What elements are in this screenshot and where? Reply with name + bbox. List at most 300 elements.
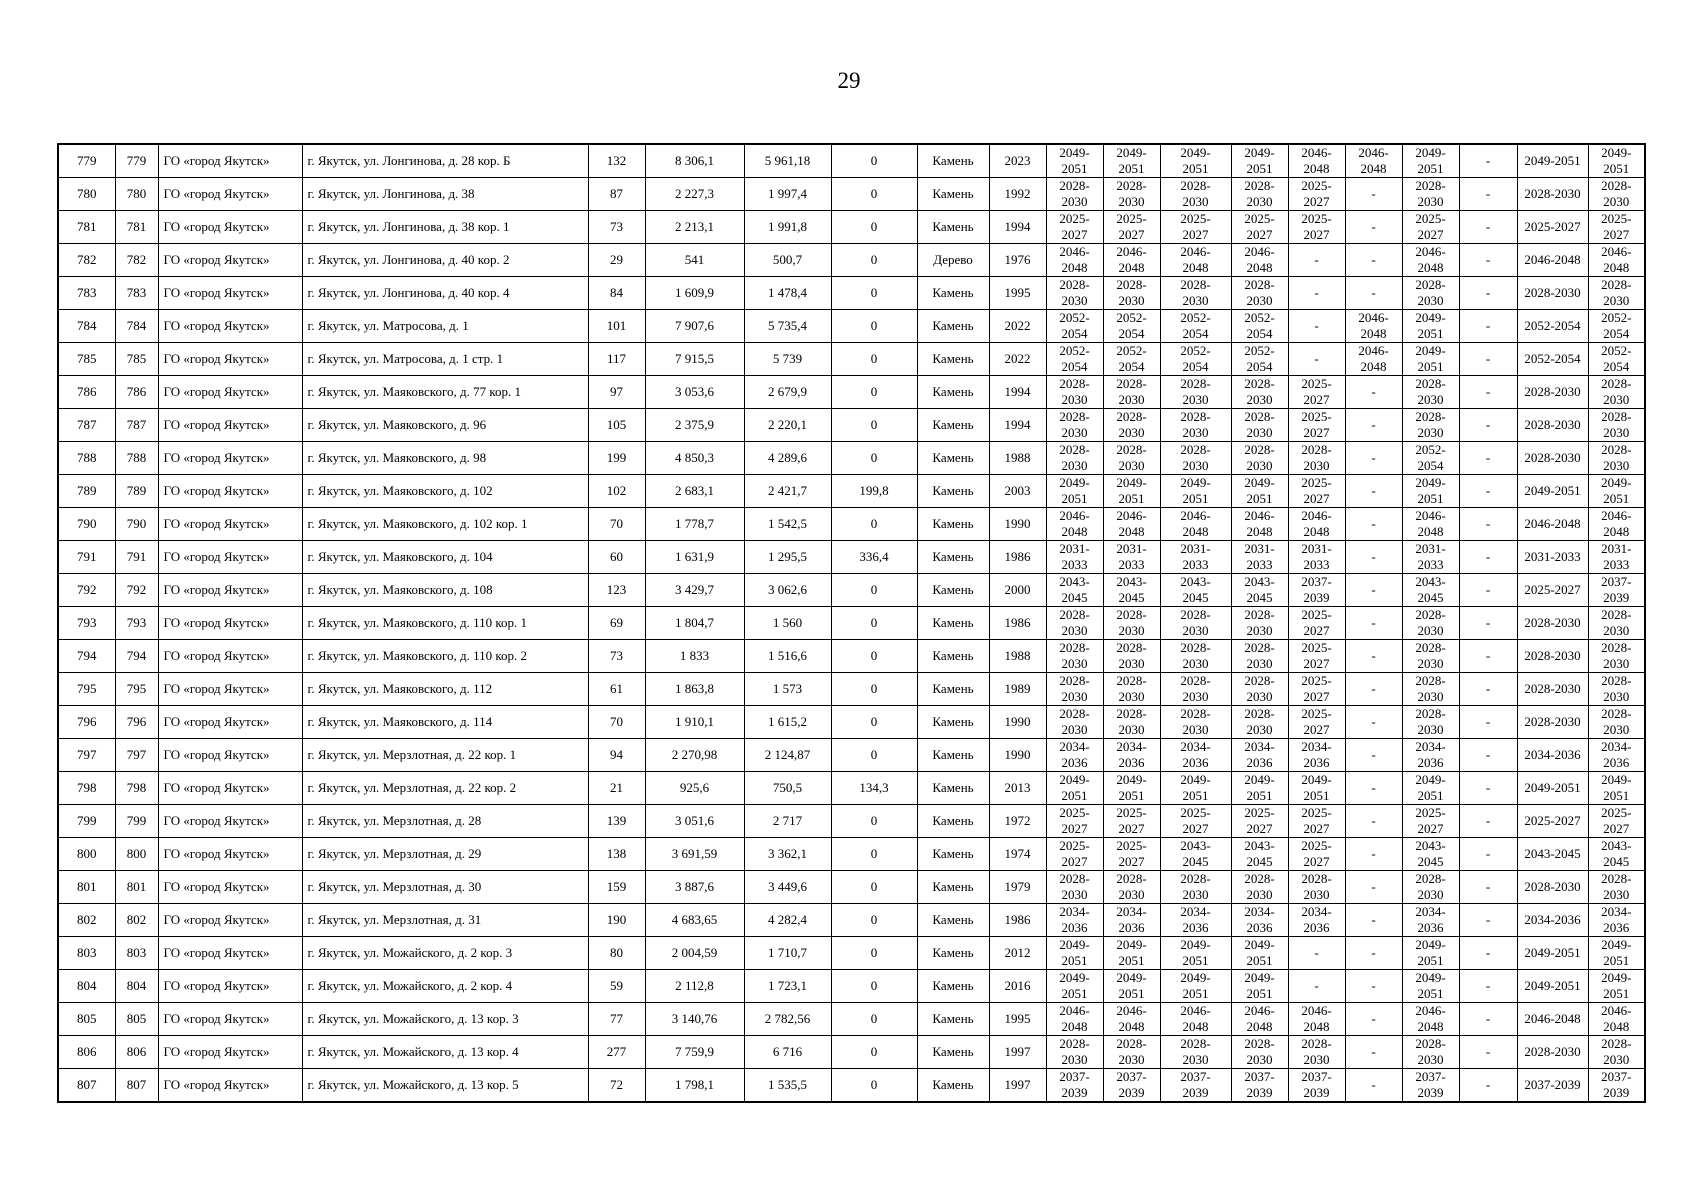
total-area-cell: 7 915,5 xyxy=(645,343,744,376)
nonresidential-area-cell: 336,4 xyxy=(831,541,917,574)
repair-period-cell: 2052- 2054 xyxy=(1160,343,1231,376)
repair-period-cell: - xyxy=(1459,343,1517,376)
repair-period-cell: 2052-2054 xyxy=(1517,310,1588,343)
wall-material-cell: Камень xyxy=(917,409,989,442)
commission-year-cell: 1988 xyxy=(989,640,1046,673)
repair-period-cell: 2028- 2030 xyxy=(1160,1036,1231,1069)
repair-period-cell: 2052- 2054 xyxy=(1103,310,1160,343)
commission-year-cell: 2016 xyxy=(989,970,1046,1003)
repair-period-cell: 2028- 2030 xyxy=(1103,277,1160,310)
repair-period-cell: 2028- 2030 xyxy=(1046,376,1103,409)
repair-period-cell: 2025- 2027 xyxy=(1160,211,1231,244)
wall-material-cell: Камень xyxy=(917,1036,989,1069)
repair-period-cell: - xyxy=(1345,640,1402,673)
repair-period-cell: 2049- 2051 xyxy=(1588,772,1645,805)
repair-period-cell: 2049- 2051 xyxy=(1402,937,1459,970)
address-cell: г. Якутск, ул. Можайского, д. 2 кор. 3 xyxy=(302,937,588,970)
repair-period-cell: - xyxy=(1459,970,1517,1003)
repair-period-cell: 2028- 2030 xyxy=(1402,1036,1459,1069)
table-row xyxy=(58,706,1645,739)
wall-material-cell: Камень xyxy=(917,607,989,640)
building-number-cell: 783 xyxy=(115,277,158,310)
repair-period-cell: 2037- 2039 xyxy=(1046,1069,1103,1103)
nonresidential-area-cell: 134,3 xyxy=(831,772,917,805)
repair-period-cell: 2034- 2036 xyxy=(1588,904,1645,937)
municipality-cell: ГО «город Якутск» xyxy=(158,178,302,211)
living-area-cell: 6 716 xyxy=(744,1036,831,1069)
residents-cell: 29 xyxy=(588,244,645,277)
residents-cell: 101 xyxy=(588,310,645,343)
repair-period-cell: - xyxy=(1459,1069,1517,1103)
total-area-cell: 1 804,7 xyxy=(645,607,744,640)
repair-period-cell: 2046- 2048 xyxy=(1345,343,1402,376)
nonresidential-area-cell: 0 xyxy=(831,970,917,1003)
building-number-cell: 781 xyxy=(115,211,158,244)
address-cell: г. Якутск, ул. Мерзлотная, д. 22 кор. 1 xyxy=(302,739,588,772)
nonresidential-area-cell: 0 xyxy=(831,1003,917,1036)
repair-period-cell: 2037- 2039 xyxy=(1288,1069,1345,1103)
repair-period-cell: 2028- 2030 xyxy=(1402,673,1459,706)
total-area-cell: 1 910,1 xyxy=(645,706,744,739)
repair-period-cell: 2028-2030 xyxy=(1517,277,1588,310)
repair-period-cell: 2028- 2030 xyxy=(1046,706,1103,739)
repair-period-cell: 2034- 2036 xyxy=(1402,739,1459,772)
total-area-cell: 2 227,3 xyxy=(645,178,744,211)
repair-period-cell: 2025- 2027 xyxy=(1103,838,1160,871)
living-area-cell: 4 289,6 xyxy=(744,442,831,475)
repair-period-cell: 2031- 2033 xyxy=(1588,541,1645,574)
repair-period-cell: 2049- 2051 xyxy=(1046,772,1103,805)
table-row xyxy=(58,970,1645,1003)
row-number-cell: 805 xyxy=(58,1003,115,1036)
repair-period-cell: 2028- 2030 xyxy=(1160,409,1231,442)
living-area-cell: 5 735,4 xyxy=(744,310,831,343)
repair-period-cell: 2028- 2030 xyxy=(1160,871,1231,904)
repair-period-cell: - xyxy=(1459,904,1517,937)
repair-period-cell: 2031-2033 xyxy=(1517,541,1588,574)
repair-period-cell: - xyxy=(1345,211,1402,244)
repair-period-cell: - xyxy=(1459,1036,1517,1069)
table-row xyxy=(58,739,1645,772)
total-area-cell: 2 270,98 xyxy=(645,739,744,772)
repair-period-cell: - xyxy=(1345,1069,1402,1103)
building-number-cell: 794 xyxy=(115,640,158,673)
repair-period-cell: 2034- 2036 xyxy=(1046,904,1103,937)
total-area-cell: 2 375,9 xyxy=(645,409,744,442)
repair-period-cell: 2049-2051 xyxy=(1517,970,1588,1003)
building-number-cell: 799 xyxy=(115,805,158,838)
repair-period-cell: 2043- 2045 xyxy=(1402,838,1459,871)
wall-material-cell: Камень xyxy=(917,904,989,937)
repair-period-cell: - xyxy=(1459,409,1517,442)
repair-period-cell: 2025- 2027 xyxy=(1288,640,1345,673)
address-cell: г. Якутск, ул. Мерзлотная, д. 30 xyxy=(302,871,588,904)
residents-cell: 117 xyxy=(588,343,645,376)
repair-period-cell: 2052- 2054 xyxy=(1046,343,1103,376)
repair-period-cell: 2028- 2030 xyxy=(1588,706,1645,739)
living-area-cell: 1 991,8 xyxy=(744,211,831,244)
total-area-cell: 3 053,6 xyxy=(645,376,744,409)
repair-period-cell: 2028- 2030 xyxy=(1231,871,1288,904)
row-number-cell: 783 xyxy=(58,277,115,310)
repair-period-cell: 2028- 2030 xyxy=(1231,673,1288,706)
building-number-cell: 795 xyxy=(115,673,158,706)
address-cell: г. Якутск, ул. Маяковского, д. 96 xyxy=(302,409,588,442)
municipality-cell: ГО «город Якутск» xyxy=(158,376,302,409)
commission-year-cell: 2000 xyxy=(989,574,1046,607)
nonresidential-area-cell: 0 xyxy=(831,244,917,277)
repair-period-cell: - xyxy=(1459,673,1517,706)
repair-period-cell: 2049- 2051 xyxy=(1160,772,1231,805)
commission-year-cell: 2012 xyxy=(989,937,1046,970)
repair-period-cell: 2025- 2027 xyxy=(1288,805,1345,838)
repair-period-cell: 2028- 2030 xyxy=(1231,640,1288,673)
nonresidential-area-cell: 0 xyxy=(831,178,917,211)
repair-period-cell: 2028- 2030 xyxy=(1046,871,1103,904)
repair-period-cell: 2049-2051 xyxy=(1517,937,1588,970)
repair-period-cell: - xyxy=(1459,178,1517,211)
table-row xyxy=(58,277,1645,310)
municipality-cell: ГО «город Якутск» xyxy=(158,838,302,871)
wall-material-cell: Камень xyxy=(917,970,989,1003)
nonresidential-area-cell: 0 xyxy=(831,805,917,838)
commission-year-cell: 1972 xyxy=(989,805,1046,838)
nonresidential-area-cell: 0 xyxy=(831,409,917,442)
repair-period-cell: 2028- 2030 xyxy=(1046,409,1103,442)
repair-period-cell: 2049- 2051 xyxy=(1588,144,1645,178)
living-area-cell: 2 220,1 xyxy=(744,409,831,442)
residents-cell: 61 xyxy=(588,673,645,706)
row-number-cell: 795 xyxy=(58,673,115,706)
building-number-cell: 804 xyxy=(115,970,158,1003)
repair-period-cell: 2025- 2027 xyxy=(1288,211,1345,244)
residents-cell: 277 xyxy=(588,1036,645,1069)
repair-period-cell: - xyxy=(1288,970,1345,1003)
wall-material-cell: Камень xyxy=(917,772,989,805)
repair-period-cell: 2049- 2051 xyxy=(1046,970,1103,1003)
municipality-cell: ГО «город Якутск» xyxy=(158,937,302,970)
residents-cell: 132 xyxy=(588,144,645,178)
repair-period-cell: 2028- 2030 xyxy=(1588,673,1645,706)
table-row xyxy=(58,376,1645,409)
repair-period-cell: 2028- 2030 xyxy=(1046,640,1103,673)
repair-period-cell: - xyxy=(1459,244,1517,277)
commission-year-cell: 1986 xyxy=(989,904,1046,937)
table-row xyxy=(58,211,1645,244)
nonresidential-area-cell: 0 xyxy=(831,442,917,475)
repair-period-cell: 2046- 2048 xyxy=(1588,244,1645,277)
repair-period-cell: - xyxy=(1345,904,1402,937)
municipality-cell: ГО «город Якутск» xyxy=(158,541,302,574)
row-number-cell: 793 xyxy=(58,607,115,640)
municipality-cell: ГО «город Якутск» xyxy=(158,706,302,739)
row-number-cell: 779 xyxy=(58,144,115,178)
repair-period-cell: 2043- 2045 xyxy=(1160,574,1231,607)
address-cell: г. Якутск, ул. Маяковского, д. 104 xyxy=(302,541,588,574)
repair-period-cell: 2034- 2036 xyxy=(1402,904,1459,937)
repair-period-cell: 2052- 2054 xyxy=(1046,310,1103,343)
address-cell: г. Якутск, ул. Маяковского, д. 77 кор. 1 xyxy=(302,376,588,409)
living-area-cell: 1 710,7 xyxy=(744,937,831,970)
total-area-cell: 7 907,6 xyxy=(645,310,744,343)
repair-period-cell: 2025-2027 xyxy=(1517,805,1588,838)
row-number-cell: 807 xyxy=(58,1069,115,1103)
repair-period-cell: 2046- 2048 xyxy=(1160,508,1231,541)
municipality-cell: ГО «город Якутск» xyxy=(158,244,302,277)
building-number-cell: 805 xyxy=(115,1003,158,1036)
repair-period-cell: - xyxy=(1459,310,1517,343)
table-row xyxy=(58,442,1645,475)
municipality-cell: ГО «город Якутск» xyxy=(158,211,302,244)
repair-period-cell: 2025- 2027 xyxy=(1288,673,1345,706)
repair-period-cell: 2028- 2030 xyxy=(1588,640,1645,673)
row-number-cell: 782 xyxy=(58,244,115,277)
commission-year-cell: 2003 xyxy=(989,475,1046,508)
wall-material-cell: Камень xyxy=(917,640,989,673)
repair-period-cell: 2046- 2048 xyxy=(1402,1003,1459,1036)
address-cell: г. Якутск, ул. Лонгинова, д. 40 кор. 4 xyxy=(302,277,588,310)
repair-period-cell: - xyxy=(1459,772,1517,805)
repair-period-cell: - xyxy=(1345,442,1402,475)
residents-cell: 84 xyxy=(588,277,645,310)
repair-period-cell: 2037- 2039 xyxy=(1103,1069,1160,1103)
repair-period-cell: - xyxy=(1459,574,1517,607)
commission-year-cell: 2023 xyxy=(989,144,1046,178)
repair-period-cell: 2034- 2036 xyxy=(1231,739,1288,772)
repair-period-cell: 2046- 2048 xyxy=(1288,508,1345,541)
repair-period-cell: 2025- 2027 xyxy=(1288,475,1345,508)
building-number-cell: 789 xyxy=(115,475,158,508)
residents-cell: 60 xyxy=(588,541,645,574)
table-row xyxy=(58,1069,1645,1103)
repair-period-cell: 2025- 2027 xyxy=(1046,838,1103,871)
repair-period-cell: 2028- 2030 xyxy=(1588,1036,1645,1069)
address-cell: г. Якутск, ул. Можайского, д. 13 кор. 3 xyxy=(302,1003,588,1036)
repair-period-cell: 2028-2030 xyxy=(1517,706,1588,739)
repair-period-cell: 2028-2030 xyxy=(1517,442,1588,475)
nonresidential-area-cell: 0 xyxy=(831,310,917,343)
wall-material-cell: Камень xyxy=(917,805,989,838)
repair-period-cell: - xyxy=(1459,1003,1517,1036)
repair-period-cell: 2028-2030 xyxy=(1517,1036,1588,1069)
repair-period-cell: 2028- 2030 xyxy=(1231,607,1288,640)
table-row xyxy=(58,409,1645,442)
nonresidential-area-cell: 0 xyxy=(831,343,917,376)
repair-period-cell: 2025- 2027 xyxy=(1588,805,1645,838)
repair-period-cell: 2046- 2048 xyxy=(1046,1003,1103,1036)
wall-material-cell: Камень xyxy=(917,1003,989,1036)
repair-period-cell: - xyxy=(1345,244,1402,277)
repair-period-cell: 2052- 2054 xyxy=(1160,310,1231,343)
address-cell: г. Якутск, ул. Маяковского, д. 102 кор. 1 xyxy=(302,508,588,541)
wall-material-cell: Камень xyxy=(917,1069,989,1103)
repair-period-cell: 2043- 2045 xyxy=(1402,574,1459,607)
total-area-cell: 4 683,65 xyxy=(645,904,744,937)
repair-period-cell: 2028- 2030 xyxy=(1046,442,1103,475)
municipality-cell: ГО «город Якутск» xyxy=(158,673,302,706)
repair-period-cell: 2049- 2051 xyxy=(1046,475,1103,508)
residents-cell: 199 xyxy=(588,442,645,475)
table-row xyxy=(58,144,1645,178)
repair-period-cell: - xyxy=(1459,442,1517,475)
total-area-cell: 3 140,76 xyxy=(645,1003,744,1036)
repair-period-cell: 2034-2036 xyxy=(1517,739,1588,772)
total-area-cell: 2 004,59 xyxy=(645,937,744,970)
commission-year-cell: 1995 xyxy=(989,1003,1046,1036)
commission-year-cell: 1997 xyxy=(989,1036,1046,1069)
residents-cell: 73 xyxy=(588,211,645,244)
repair-period-cell: 2049- 2051 xyxy=(1402,343,1459,376)
building-number-cell: 779 xyxy=(115,144,158,178)
address-cell: г. Якутск, ул. Лонгинова, д. 28 кор. Б xyxy=(302,144,588,178)
repair-period-cell: 2046- 2048 xyxy=(1231,508,1288,541)
wall-material-cell: Камень xyxy=(917,310,989,343)
repair-period-cell: 2028- 2030 xyxy=(1588,607,1645,640)
total-area-cell: 3 887,6 xyxy=(645,871,744,904)
repair-period-cell: 2028-2030 xyxy=(1517,409,1588,442)
address-cell: г. Якутск, ул. Мерзлотная, д. 29 xyxy=(302,838,588,871)
repair-period-cell: 2034- 2036 xyxy=(1103,904,1160,937)
repair-period-cell: 2049-2051 xyxy=(1517,475,1588,508)
repair-period-cell: 2028- 2030 xyxy=(1160,442,1231,475)
repair-period-cell: 2028- 2030 xyxy=(1160,178,1231,211)
repair-period-cell: 2025- 2027 xyxy=(1402,805,1459,838)
repair-period-cell: 2046-2048 xyxy=(1517,508,1588,541)
address-cell: г. Якутск, ул. Можайского, д. 13 кор. 4 xyxy=(302,1036,588,1069)
residents-cell: 72 xyxy=(588,1069,645,1103)
row-number-cell: 789 xyxy=(58,475,115,508)
building-number-cell: 791 xyxy=(115,541,158,574)
address-cell: г. Якутск, ул. Матросова, д. 1 xyxy=(302,310,588,343)
building-number-cell: 784 xyxy=(115,310,158,343)
repair-period-cell: 2049- 2051 xyxy=(1103,970,1160,1003)
commission-year-cell: 1990 xyxy=(989,508,1046,541)
repair-period-cell: 2046- 2048 xyxy=(1160,1003,1231,1036)
repair-period-cell: 2025- 2027 xyxy=(1231,211,1288,244)
wall-material-cell: Дерево xyxy=(917,244,989,277)
municipality-cell: ГО «город Якутск» xyxy=(158,409,302,442)
repair-period-cell: 2046- 2048 xyxy=(1588,508,1645,541)
repair-period-cell: 2028- 2030 xyxy=(1160,607,1231,640)
repair-period-cell: - xyxy=(1345,706,1402,739)
address-cell: г. Якутск, ул. Маяковского, д. 114 xyxy=(302,706,588,739)
housing-registry-table xyxy=(57,143,1646,1103)
repair-period-cell: 2028- 2030 xyxy=(1231,277,1288,310)
repair-period-cell: - xyxy=(1345,739,1402,772)
repair-period-cell: 2028- 2030 xyxy=(1588,178,1645,211)
building-number-cell: 801 xyxy=(115,871,158,904)
repair-period-cell: 2049- 2051 xyxy=(1231,772,1288,805)
row-number-cell: 801 xyxy=(58,871,115,904)
repair-period-cell: 2049- 2051 xyxy=(1160,970,1231,1003)
commission-year-cell: 1997 xyxy=(989,1069,1046,1103)
living-area-cell: 2 421,7 xyxy=(744,475,831,508)
residents-cell: 77 xyxy=(588,1003,645,1036)
repair-period-cell: 2043- 2045 xyxy=(1588,838,1645,871)
residents-cell: 97 xyxy=(588,376,645,409)
repair-period-cell: 2046- 2048 xyxy=(1345,144,1402,178)
repair-period-cell: 2043- 2045 xyxy=(1231,574,1288,607)
wall-material-cell: Камень xyxy=(917,475,989,508)
wall-material-cell: Камень xyxy=(917,871,989,904)
repair-period-cell: 2028- 2030 xyxy=(1160,673,1231,706)
building-number-cell: 787 xyxy=(115,409,158,442)
repair-period-cell: - xyxy=(1345,607,1402,640)
repair-period-cell: 2043- 2045 xyxy=(1046,574,1103,607)
row-number-cell: 802 xyxy=(58,904,115,937)
residents-cell: 102 xyxy=(588,475,645,508)
repair-period-cell: 2028- 2030 xyxy=(1288,442,1345,475)
repair-period-cell: 2049- 2051 xyxy=(1231,475,1288,508)
nonresidential-area-cell: 0 xyxy=(831,574,917,607)
residents-cell: 70 xyxy=(588,706,645,739)
page-number: 29 xyxy=(837,68,861,93)
repair-period-cell: - xyxy=(1459,739,1517,772)
repair-period-cell: 2028-2030 xyxy=(1517,607,1588,640)
commission-year-cell: 1995 xyxy=(989,277,1046,310)
row-number-cell: 788 xyxy=(58,442,115,475)
repair-period-cell: 2028- 2030 xyxy=(1103,1036,1160,1069)
wall-material-cell: Камень xyxy=(917,144,989,178)
repair-period-cell: - xyxy=(1459,211,1517,244)
total-area-cell: 3 429,7 xyxy=(645,574,744,607)
residents-cell: 73 xyxy=(588,640,645,673)
building-number-cell: 802 xyxy=(115,904,158,937)
nonresidential-area-cell: 0 xyxy=(831,904,917,937)
residents-cell: 21 xyxy=(588,772,645,805)
repair-period-cell: - xyxy=(1459,508,1517,541)
row-number-cell: 785 xyxy=(58,343,115,376)
address-cell: г. Якутск, ул. Маяковского, д. 110 кор. 2 xyxy=(302,640,588,673)
living-area-cell: 750,5 xyxy=(744,772,831,805)
repair-period-cell: 2049- 2051 xyxy=(1588,475,1645,508)
living-area-cell: 1 997,4 xyxy=(744,178,831,211)
repair-period-cell: 2028- 2030 xyxy=(1402,871,1459,904)
repair-period-cell: 2025- 2027 xyxy=(1103,805,1160,838)
repair-period-cell: 2025-2027 xyxy=(1517,574,1588,607)
repair-period-cell: 2025- 2027 xyxy=(1588,211,1645,244)
repair-period-cell: 2049- 2051 xyxy=(1231,937,1288,970)
repair-period-cell: 2028- 2030 xyxy=(1231,376,1288,409)
residents-cell: 159 xyxy=(588,871,645,904)
repair-period-cell: 2028- 2030 xyxy=(1231,1036,1288,1069)
repair-period-cell: 2034- 2036 xyxy=(1588,739,1645,772)
repair-period-cell: 2049- 2051 xyxy=(1402,475,1459,508)
table-row xyxy=(58,871,1645,904)
row-number-cell: 806 xyxy=(58,1036,115,1069)
table-row xyxy=(58,1036,1645,1069)
total-area-cell: 1 778,7 xyxy=(645,508,744,541)
building-number-cell: 780 xyxy=(115,178,158,211)
repair-period-cell: 2043-2045 xyxy=(1517,838,1588,871)
repair-period-cell: 2028- 2030 xyxy=(1103,706,1160,739)
building-number-cell: 798 xyxy=(115,772,158,805)
nonresidential-area-cell: 0 xyxy=(831,607,917,640)
repair-period-cell: 2031- 2033 xyxy=(1103,541,1160,574)
municipality-cell: ГО «город Якутск» xyxy=(158,970,302,1003)
repair-period-cell: - xyxy=(1345,1036,1402,1069)
repair-period-cell: 2034- 2036 xyxy=(1160,739,1231,772)
repair-period-cell: 2049- 2051 xyxy=(1103,937,1160,970)
table-row xyxy=(58,904,1645,937)
municipality-cell: ГО «город Якутск» xyxy=(158,1003,302,1036)
nonresidential-area-cell: 0 xyxy=(831,376,917,409)
repair-period-cell: 2046- 2048 xyxy=(1231,1003,1288,1036)
commission-year-cell: 1979 xyxy=(989,871,1046,904)
repair-period-cell: 2046- 2048 xyxy=(1288,144,1345,178)
building-number-cell: 806 xyxy=(115,1036,158,1069)
total-area-cell: 7 759,9 xyxy=(645,1036,744,1069)
